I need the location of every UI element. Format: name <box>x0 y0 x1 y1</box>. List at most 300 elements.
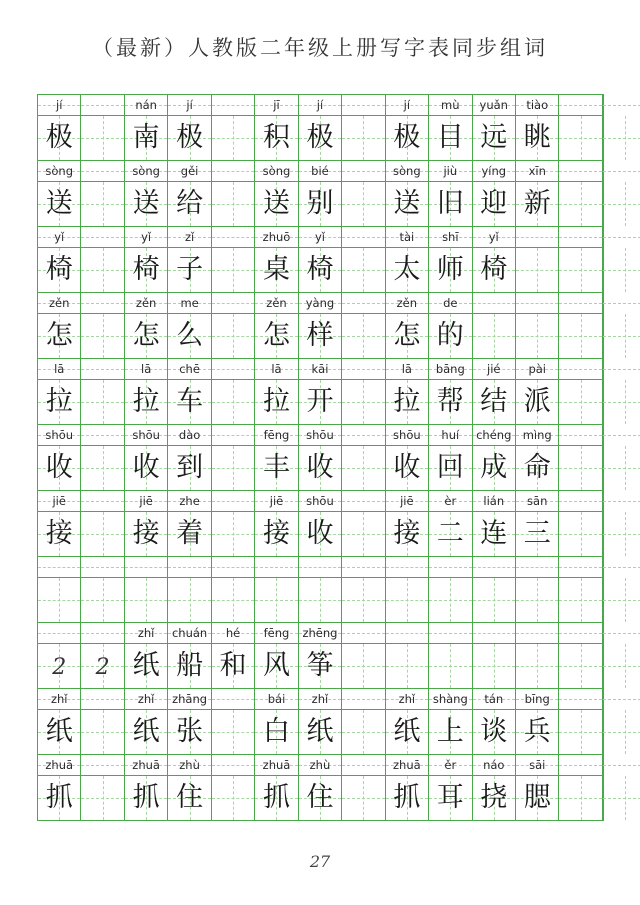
hanzi-cell <box>299 512 342 556</box>
hanzi-cell <box>342 644 385 688</box>
hanzi-cell <box>81 644 124 688</box>
pinyin-text: fēng <box>263 428 290 442</box>
hanzi-char: 白 <box>262 716 290 747</box>
pinyin-cell <box>603 359 640 379</box>
hanzi-cell <box>212 512 255 556</box>
hanzi-cell <box>81 380 124 424</box>
hanzi-cell <box>429 710 472 754</box>
pinyin-cell <box>125 689 168 709</box>
pinyin-cell <box>559 425 602 445</box>
hanzi-char: 着 <box>176 518 204 549</box>
hanzi-char: 极 <box>176 122 204 153</box>
pinyin-cell <box>255 425 298 445</box>
pinyin-text: sòng <box>132 164 160 178</box>
hanzi-cell <box>429 116 472 160</box>
hanzi-char: 接 <box>45 518 73 549</box>
pinyin-cell <box>429 95 472 115</box>
hanzi-char: 派 <box>523 386 551 417</box>
pinyin-cell <box>255 689 298 709</box>
hanzi-cell <box>168 116 211 160</box>
hanzi-cell <box>38 710 81 754</box>
hanzi-char: 住 <box>306 782 334 813</box>
hanzi-char: 挠 <box>480 782 508 813</box>
hanzi-char: 极 <box>306 122 334 153</box>
hanzi-cell <box>125 116 168 160</box>
hanzi-char: 到 <box>176 452 204 483</box>
hanzi-char: 兵 <box>523 716 551 747</box>
pinyin-cell <box>473 425 516 445</box>
hanzi-cell <box>603 116 640 160</box>
pinyin-text: jí <box>403 98 411 112</box>
hanzi-cell <box>255 116 298 160</box>
hanzi-char: 目 <box>436 122 464 153</box>
hanzi-cell <box>516 314 559 358</box>
hanzi-char: 抓 <box>262 782 290 813</box>
pinyin-cell <box>168 623 211 643</box>
hanzi-char: 张 <box>176 716 204 747</box>
hanzi-char: 收 <box>306 518 334 549</box>
hanzi-cell <box>255 182 298 226</box>
pinyin-text: hé <box>225 626 241 640</box>
hanzi-cell <box>559 380 602 424</box>
pinyin-cell <box>38 359 81 379</box>
pinyin-cell <box>342 293 385 313</box>
hanzi-cell <box>473 710 516 754</box>
hanzi-char: 纸 <box>132 716 160 747</box>
pinyin-text: shàng <box>432 692 468 706</box>
pinyin-cell <box>386 755 429 775</box>
pinyin-text: zhù <box>179 758 200 772</box>
pinyin-cell <box>81 689 124 709</box>
pinyin-cell <box>473 491 516 511</box>
pinyin-cell <box>38 227 81 247</box>
hanzi-cell <box>299 314 342 358</box>
pinyin-cell <box>81 491 124 511</box>
pinyin-text: shī <box>442 230 459 244</box>
hanzi-cell <box>81 710 124 754</box>
pinyin-cell <box>38 623 81 643</box>
pinyin-cell <box>342 95 385 115</box>
pinyin-cell <box>473 227 516 247</box>
hanzi-cell <box>516 182 559 226</box>
hanzi-cell <box>342 512 385 556</box>
hanzi-char: 成 <box>480 452 508 483</box>
pinyin-cell <box>299 161 342 181</box>
pinyin-cell <box>81 425 124 445</box>
hanzi-cell <box>429 182 472 226</box>
hanzi-cell <box>429 446 472 490</box>
pinyin-text: shōu <box>45 428 74 442</box>
pinyin-text: yàng <box>305 296 335 310</box>
hanzi-cell <box>516 578 559 622</box>
pinyin-text: zhuā <box>45 758 74 772</box>
hanzi-cell <box>386 446 429 490</box>
hanzi-cell <box>125 776 168 820</box>
hanzi-cell <box>342 578 385 622</box>
pinyin-text: sòng <box>45 164 74 178</box>
pinyin-cell <box>38 161 81 181</box>
pinyin-cell <box>38 689 81 709</box>
hanzi-cell <box>38 578 81 622</box>
hanzi-char: 怎 <box>45 320 73 351</box>
hanzi-char: 新 <box>523 188 551 219</box>
pinyin-cell <box>212 95 255 115</box>
hanzi-char: 纸 <box>393 716 421 747</box>
pinyin-cell <box>603 689 640 709</box>
hanzi-cell <box>559 644 602 688</box>
hanzi-cell <box>168 182 211 226</box>
pinyin-text: lián <box>483 494 505 508</box>
hanzi-cell <box>299 182 342 226</box>
pinyin-text: tiào <box>526 98 549 112</box>
pinyin-text: zěn <box>49 296 70 310</box>
hanzi-char: 极 <box>45 122 73 153</box>
hanzi-cell <box>559 116 602 160</box>
hanzi-cell <box>255 380 298 424</box>
hanzi-char: 抓 <box>393 782 421 813</box>
hanzi-cell <box>342 446 385 490</box>
hanzi-char: 送 <box>262 188 290 219</box>
pinyin-cell <box>516 491 559 511</box>
pinyin-cell <box>603 491 640 511</box>
hanzi-cell <box>255 248 298 292</box>
pinyin-text: lā <box>401 362 412 376</box>
hanzi-cell <box>429 776 472 820</box>
pinyin-text: zhǐ <box>137 626 155 640</box>
hanzi-char: 纸 <box>306 716 334 747</box>
hanzi-char: 拉 <box>45 386 73 417</box>
pinyin-cell <box>386 95 429 115</box>
hanzi-cell <box>38 446 81 490</box>
pinyin-row <box>38 557 603 578</box>
pinyin-cell <box>168 227 211 247</box>
pinyin-cell <box>342 755 385 775</box>
hanzi-cell <box>429 314 472 358</box>
hanzi-char: 风 <box>262 650 290 681</box>
pinyin-cell <box>473 359 516 379</box>
pinyin-cell <box>212 689 255 709</box>
pinyin-cell <box>516 755 559 775</box>
hanzi-cell <box>168 512 211 556</box>
hanzi-cell <box>473 248 516 292</box>
pinyin-text: tài <box>399 230 415 244</box>
hanzi-cell <box>38 776 81 820</box>
pinyin-text: mù <box>441 98 460 112</box>
hanzi-cell <box>473 446 516 490</box>
pinyin-text: bié <box>311 164 329 178</box>
pinyin-cell <box>81 623 124 643</box>
hanzi-cell <box>516 644 559 688</box>
pinyin-cell <box>299 227 342 247</box>
pinyin-row <box>38 689 603 710</box>
pinyin-cell <box>559 689 602 709</box>
hanzi-cell <box>212 248 255 292</box>
hanzi-row <box>38 116 603 161</box>
pinyin-cell <box>212 491 255 511</box>
hanzi-cell <box>559 314 602 358</box>
pinyin-text: bāng <box>435 362 465 376</box>
hanzi-cell <box>38 182 81 226</box>
hanzi-cell <box>299 116 342 160</box>
pinyin-text: zhù <box>309 758 331 772</box>
pinyin-cell <box>125 623 168 643</box>
pinyin-text: zěn <box>266 296 287 310</box>
hanzi-char: 的 <box>436 320 464 351</box>
hanzi-cell <box>299 578 342 622</box>
hanzi-char: 回 <box>436 452 464 483</box>
pinyin-cell <box>559 491 602 511</box>
pinyin-text: chuán <box>171 626 208 640</box>
pinyin-cell <box>516 95 559 115</box>
hanzi-row <box>38 314 603 359</box>
pinyin-text: shōu <box>132 428 160 442</box>
hanzi-char: 迎 <box>480 188 508 219</box>
pinyin-cell <box>516 623 559 643</box>
pinyin-cell <box>603 95 640 115</box>
hanzi-char: 耳 <box>436 782 464 813</box>
hanzi-cell <box>516 710 559 754</box>
hanzi-cell <box>212 578 255 622</box>
hanzi-cell <box>299 380 342 424</box>
pinyin-cell <box>299 359 342 379</box>
pinyin-cell <box>212 623 255 643</box>
lesson-number: 2 <box>95 655 110 680</box>
pinyin-text: zhe <box>179 494 200 508</box>
pinyin-cell <box>255 161 298 181</box>
hanzi-cell <box>125 710 168 754</box>
pinyin-text: zhuā <box>132 758 160 772</box>
pinyin-text: sān <box>527 494 548 508</box>
hanzi-cell <box>212 116 255 160</box>
hanzi-cell <box>81 578 124 622</box>
hanzi-char: 抓 <box>132 782 160 813</box>
hanzi-cell <box>386 116 429 160</box>
pinyin-cell <box>473 689 516 709</box>
pinyin-cell <box>212 293 255 313</box>
hanzi-cell <box>255 512 298 556</box>
pinyin-text: jiē <box>269 494 284 508</box>
hanzi-char: 南 <box>132 122 160 153</box>
hanzi-cell <box>342 182 385 226</box>
hanzi-char: 二 <box>436 518 464 549</box>
pinyin-cell <box>473 557 516 577</box>
hanzi-cell <box>342 710 385 754</box>
hanzi-cell <box>473 380 516 424</box>
page-number: 27 <box>309 852 331 871</box>
pinyin-cell <box>168 95 211 115</box>
hanzi-char: 拉 <box>393 386 421 417</box>
hanzi-char: 桌 <box>262 254 290 285</box>
hanzi-char: 样 <box>306 320 334 351</box>
hanzi-cell <box>342 248 385 292</box>
pinyin-cell <box>125 557 168 577</box>
pinyin-cell <box>559 557 602 577</box>
pinyin-cell <box>429 293 472 313</box>
pinyin-cell <box>429 689 472 709</box>
hanzi-char: 开 <box>306 386 334 417</box>
hanzi-cell <box>342 314 385 358</box>
hanzi-char: 结 <box>480 386 508 417</box>
hanzi-char: 和 <box>219 650 247 681</box>
pinyin-cell <box>342 425 385 445</box>
hanzi-cell <box>473 578 516 622</box>
pinyin-cell <box>603 293 640 313</box>
pinyin-cell <box>125 755 168 775</box>
pinyin-text: bīng <box>524 692 550 706</box>
pinyin-cell <box>168 293 211 313</box>
hanzi-cell <box>473 314 516 358</box>
pinyin-cell <box>81 161 124 181</box>
hanzi-char: 椅 <box>132 254 160 285</box>
pinyin-text: lā <box>141 362 152 376</box>
pinyin-cell <box>386 359 429 379</box>
hanzi-cell <box>342 116 385 160</box>
hanzi-char: 拉 <box>132 386 160 417</box>
hanzi-cell <box>125 644 168 688</box>
pinyin-text: sòng <box>393 164 421 178</box>
pinyin-cell <box>473 95 516 115</box>
pinyin-cell <box>559 95 602 115</box>
pinyin-text: zhǐ <box>50 692 68 706</box>
hanzi-char: 师 <box>436 254 464 285</box>
pinyin-cell <box>38 557 81 577</box>
pinyin-cell <box>559 293 602 313</box>
hanzi-char: 上 <box>436 716 464 747</box>
hanzi-cell <box>168 710 211 754</box>
hanzi-char: 接 <box>132 518 160 549</box>
hanzi-cell <box>168 776 211 820</box>
hanzi-cell <box>212 710 255 754</box>
hanzi-cell <box>81 314 124 358</box>
pinyin-text: zhēng <box>302 626 338 640</box>
hanzi-cell <box>603 182 640 226</box>
pinyin-text: tán <box>484 692 504 706</box>
pinyin-cell <box>429 359 472 379</box>
hanzi-cell <box>473 182 516 226</box>
hanzi-char: 远 <box>480 122 508 153</box>
pinyin-text: pài <box>528 362 546 376</box>
pinyin-text: shōu <box>393 428 421 442</box>
pinyin-text: jié <box>487 362 501 376</box>
hanzi-cell <box>212 644 255 688</box>
pinyin-cell <box>81 95 124 115</box>
hanzi-cell <box>212 182 255 226</box>
hanzi-cell <box>429 644 472 688</box>
pinyin-text: jī <box>273 98 280 112</box>
pinyin-text: yuǎn <box>479 98 508 112</box>
hanzi-cell <box>38 644 81 688</box>
hanzi-cell <box>516 512 559 556</box>
hanzi-char: 住 <box>176 782 204 813</box>
hanzi-cell <box>81 512 124 556</box>
pinyin-text: jiē <box>400 494 414 508</box>
hanzi-char: 怎 <box>262 320 290 351</box>
hanzi-cell <box>212 446 255 490</box>
hanzi-cell <box>473 116 516 160</box>
pinyin-cell <box>559 227 602 247</box>
pinyin-row <box>38 227 603 248</box>
hanzi-char: 椅 <box>480 254 508 285</box>
hanzi-char: 接 <box>393 518 421 549</box>
hanzi-cell <box>38 380 81 424</box>
hanzi-cell <box>81 248 124 292</box>
pinyin-cell <box>559 359 602 379</box>
hanzi-cell <box>168 578 211 622</box>
pinyin-cell <box>516 293 559 313</box>
pinyin-cell <box>342 227 385 247</box>
hanzi-char: 给 <box>176 188 204 219</box>
pinyin-cell <box>168 491 211 511</box>
hanzi-cell <box>168 644 211 688</box>
pinyin-cell <box>603 227 640 247</box>
pinyin-text: mìng <box>522 428 552 442</box>
pinyin-cell <box>603 161 640 181</box>
hanzi-cell <box>212 380 255 424</box>
hanzi-row <box>38 710 603 755</box>
hanzi-char: 抓 <box>45 782 73 813</box>
pinyin-cell <box>386 623 429 643</box>
hanzi-cell <box>38 512 81 556</box>
pinyin-text: yǐ <box>488 230 499 244</box>
hanzi-cell <box>255 578 298 622</box>
hanzi-char: 帮 <box>436 386 464 417</box>
hanzi-char: 送 <box>132 188 160 219</box>
hanzi-cell <box>516 116 559 160</box>
hanzi-char: 送 <box>393 188 421 219</box>
pinyin-cell <box>255 293 298 313</box>
hanzi-row <box>38 182 603 227</box>
pinyin-cell <box>429 755 472 775</box>
pinyin-cell <box>386 425 429 445</box>
hanzi-char: 子 <box>176 254 204 285</box>
hanzi-cell <box>299 446 342 490</box>
hanzi-cell <box>168 248 211 292</box>
hanzi-cell <box>603 710 640 754</box>
hanzi-char: 丰 <box>262 452 290 483</box>
hanzi-cell <box>603 380 640 424</box>
hanzi-cell <box>386 644 429 688</box>
hanzi-cell <box>255 644 298 688</box>
pinyin-cell <box>212 161 255 181</box>
pinyin-cell <box>473 755 516 775</box>
pinyin-row <box>38 491 603 512</box>
hanzi-cell <box>125 182 168 226</box>
pinyin-cell <box>516 227 559 247</box>
pinyin-cell <box>559 755 602 775</box>
pinyin-text: me <box>180 296 199 310</box>
pinyin-text: kāi <box>311 362 329 376</box>
pinyin-cell <box>473 623 516 643</box>
pinyin-text: yǐ <box>54 230 65 244</box>
pinyin-cell <box>516 359 559 379</box>
hanzi-cell <box>212 776 255 820</box>
hanzi-cell <box>386 314 429 358</box>
hanzi-char: 积 <box>262 122 290 153</box>
hanzi-cell <box>429 380 472 424</box>
pinyin-text: zhuā <box>393 758 421 772</box>
pinyin-text: zhuā <box>262 758 291 772</box>
hanzi-cell <box>559 446 602 490</box>
hanzi-char: 眺 <box>523 122 551 153</box>
pinyin-text: jiù <box>443 164 458 178</box>
pinyin-cell <box>342 491 385 511</box>
pinyin-text: zhāng <box>172 692 208 706</box>
hanzi-row <box>38 644 603 689</box>
hanzi-cell <box>255 314 298 358</box>
pinyin-cell <box>429 227 472 247</box>
pinyin-cell <box>168 557 211 577</box>
hanzi-char: 收 <box>393 452 421 483</box>
